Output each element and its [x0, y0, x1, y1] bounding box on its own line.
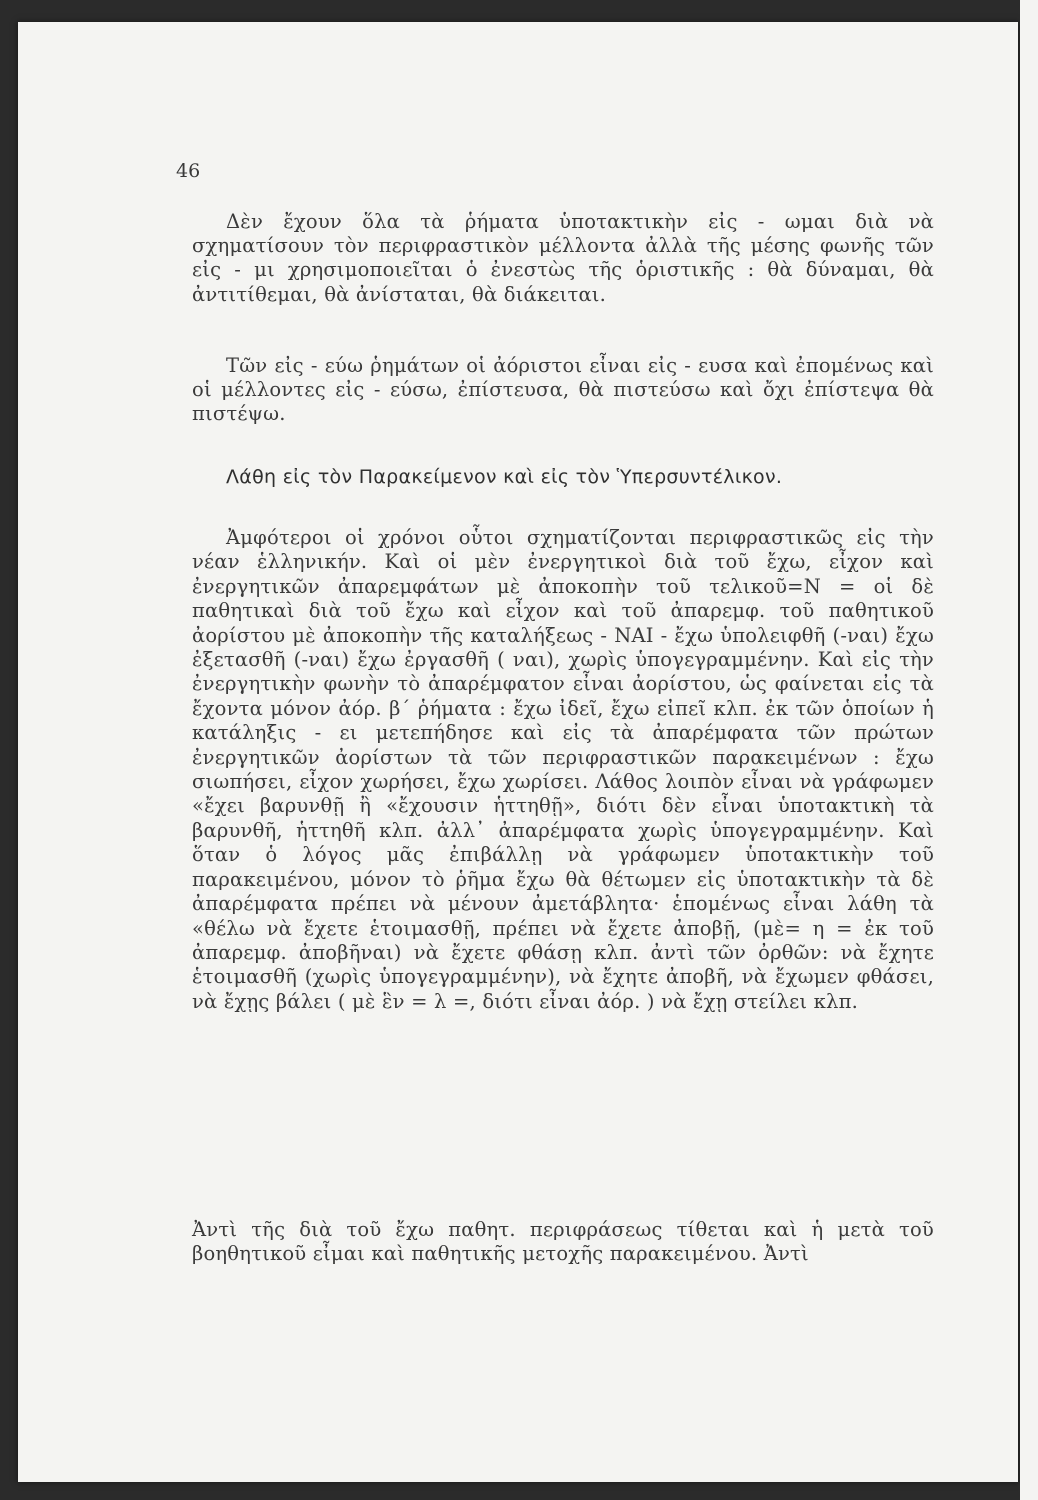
paragraph-3-text: Ἀμφότεροι οἱ χρόνοι οὗτοι σχηματίζονται περιφραστικῶς εἰς τὴν νέαν ἑλληνικήν. Καὶ οἱ μὲν ἐνεργητικοὶ διὰ τοῦ ἔχω, εἶχον καὶ ἐνεργητικῶν ἀπαρεμφάτων μὲ ἀποκοπὴν τοῦ τελικοῦ=Ν = οἱ δὲ παθητικαὶ διὰ τοῦ ἔχω καὶ εἶχον καὶ τοῦ ἀπαρεμφ. τοῦ παθητικοῦ ἀορίστου μὲ ἀποκοπὴν τῆς καταλήξεως - ΝΑΙ - ἔχω ὑπολειφθῆ (-ναι) ἔχω ἐξετασθῆ (-ναι) ἔχω ἐργασθῆ ( ναι), χωρὶς ὑπογεγραμμένην. Καὶ εἰς τὴν ἐνεργητικὴν φωνὴν τὸ ἀπαρέμφατον εἶναι ἀορίστου, ὡς φαίνεται εἰς τὰ ἔχοντα μόνον ἀόρ. β΄ ῥήματα : ἔχω ἰδεῖ, ἔχω εἰπεῖ κλπ. ἐκ τῶν ὁποίων ἡ κατάληξις - ει μετεπήδησε καὶ εἰς τὰ ἀπαρέμφατα τῶν πρώτων ἐνεργητικῶν ἀορίστων τὰ τῶν περιφραστικῶν παρακειμένων : ἔχω σιωπήσει, εἶχον χωρήσει, ἔχω χωρίσει. Λάθος λοιπὸν εἶναι νὰ γράφωμεν «ἔχει βαρυνθῇ ἢ «ἔχουσιν ἡττηθῇ», διότι δὲν εἶναι ὑποτακτικὴ τὰ βαρυνθῆ, ἡττηθῆ κλπ. ἀλλ᾽ ἀπαρέμφατα χωρὶς ὑπογεγραμμένην. Καὶ ὅταν ὁ λόγος μᾶς ἐπιβάλλῃ νὰ γράφωμεν ὑποτακτικὴν τοῦ παρακειμένου, μόνον τὸ ῥῆμα ἔχω θὰ θέτωμεν εἰς ὑποτακτικὴν τὰ δὲ ἀπαρέμφατα πρέπει νὰ μένουν ἀμετάβλητα· ἑπομένως εἶναι λάθη τὰ «θέλω νὰ ἔχετε ἑτοιμασθῇ, πρέπει νὰ ἔχετε ἀποβῇ, (μὲ= η = ἐκ τοῦ ἀπαρεμφ. ἀποβῆναι) νὰ ἔχετε φθάσῃ κλπ. ἀντὶ τῶν ὀρθῶν: νὰ ἔχητε ἑτοιμασθῆ (χωρὶς ὑπογεγραμμένην), νὰ ἔχητε ἀποβῆ, νὰ ἔχωμεν φθάσει, νὰ ἔχῃς βάλει ( μὲ ἓν = λ =, διότι εἶναι ἀόρ. ) νὰ ἔχῃ στείλει κλπ. [192, 526, 934, 1013]
section-heading: Λάθη εἰς τὸν Παρακείμενον καὶ εἰς τὸν Ὑπερσυντέλικον. [226, 466, 783, 488]
paragraph-1 [192, 210, 934, 307]
paragraph-3 [192, 526, 934, 1014]
paragraph-4-text: Ἀντὶ τῆς διὰ τοῦ ἔχω παθητ. περιφράσεως τίθεται καὶ ἡ μετὰ τοῦ βοηθητικοῦ εἶμαι καὶ παθητικῆς μετοχῆς παρακειμένου. Ἀντὶ [192, 1218, 934, 1266]
paragraph-2 [192, 354, 934, 427]
paragraph-2-text: Τῶν εἰς - εύω ῥημάτων οἱ ἀόριστοι εἶναι εἰς - ευσα καὶ ἐπομένως καὶ οἱ μέλλοντες εἰς - εύσω, ἐπίστευσα, θὰ πιστεύσω καὶ ὄχι ἐπίστεψα θὰ πιστέψω. [192, 354, 934, 426]
page-number: 46 [176, 160, 201, 182]
paragraph-4 [192, 1218, 934, 1267]
scan-edge [1020, 0, 1038, 1500]
paragraph-1-text: Δὲν ἔχουν ὅλα τὰ ῥήματα ὑποτακτικὴν εἰς - ωμαι διὰ νὰ σχηματίσουν τὸν περιφραστικὸν μέλλοντα ἀλλὰ τῆς μέσης φωνῆς τῶν εἰς - μι χρησιμοποιεῖται ὁ ἐνεστὼς τῆς ὁριστικῆς : θὰ δύναμαι, θὰ ἀντιτίθεμαι, θὰ ἀνίσταται, θὰ διάκειται. [192, 210, 934, 306]
